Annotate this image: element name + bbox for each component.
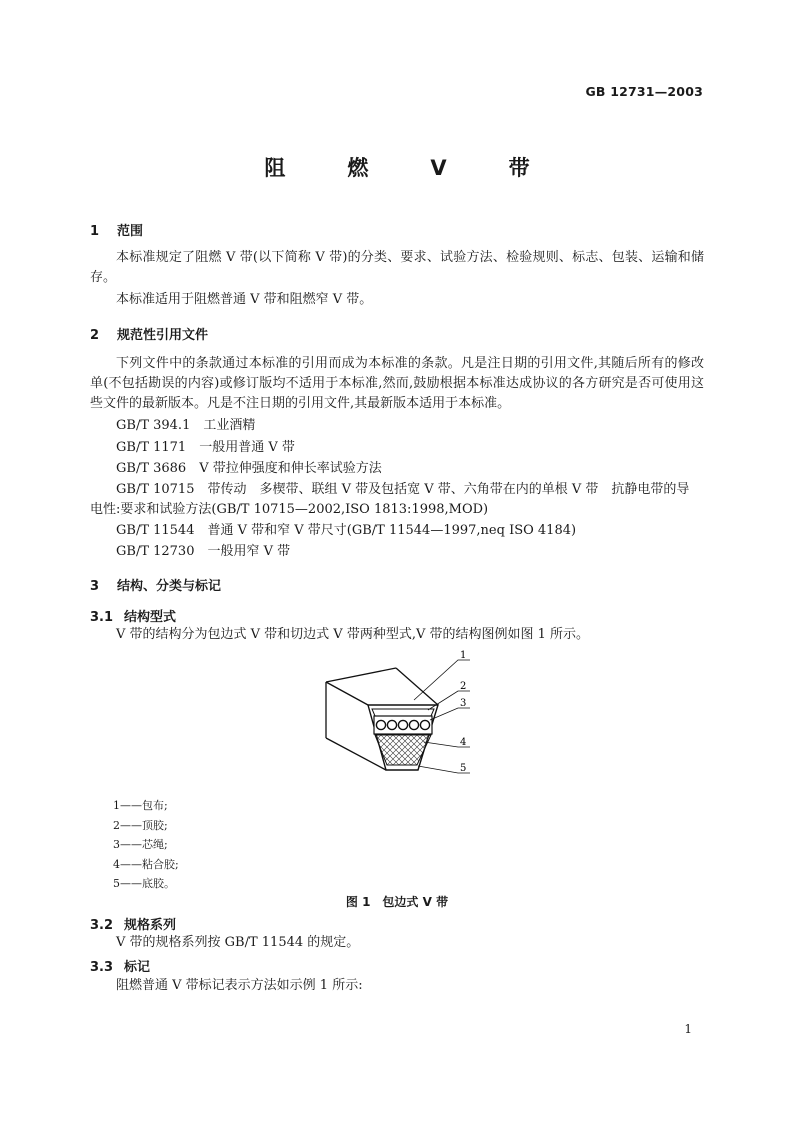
callout-number: 5 bbox=[460, 763, 467, 774]
section-3-2-heading bbox=[90, 914, 176, 933]
reference-item: GB/T 12730 一般用窄 V 带 bbox=[116, 544, 291, 559]
section-1-heading bbox=[90, 220, 143, 239]
section-3-heading bbox=[90, 575, 221, 594]
v-belt-cross-section-figure bbox=[318, 648, 478, 778]
section-3-1-text: V 带的结构分为包边式 V 带和切边式 V 带两种型式,V 带的结构图例如图 1 所示。 bbox=[116, 627, 590, 642]
title-char: 带 bbox=[508, 156, 530, 180]
section-number: 2 bbox=[90, 328, 100, 343]
callout-number: 1 bbox=[460, 650, 467, 661]
reference-item: GB/T 10715 带传动 多楔带、联组 V 带及包括宽 V 带、六角带在内的单根 V 带 抗静电带的导 bbox=[116, 482, 690, 497]
section-number: 3.2 bbox=[90, 918, 114, 933]
section-3-2-text: V 带的规格系列按 GB/T 11544 的规定。 bbox=[116, 935, 360, 950]
standard-code: GB 12731—2003 bbox=[585, 84, 703, 99]
section-title: 范围 bbox=[117, 224, 144, 239]
callout-number: 2 bbox=[460, 681, 467, 692]
section-number: 1 bbox=[90, 224, 100, 239]
section-title: 标记 bbox=[124, 960, 151, 975]
section-title: 结构、分类与标记 bbox=[117, 579, 222, 594]
cord-circles bbox=[376, 720, 429, 729]
section-2-heading bbox=[90, 324, 208, 343]
section-number: 3.1 bbox=[90, 610, 114, 625]
section-2-intro: 下列文件中的条款通过本标准的引用而成为本标准的条款。凡是注日期的引用文件,其随后所有的修改单(不包括勘误的内容)或修订版均不适用于本标准,然而,鼓励根据本标准达成协议的各方研究是否可使用这些文件的最新版本。凡是不注日期的引用文件,其最新版本适用于本标准。 bbox=[90, 356, 704, 411]
section-title: 规格系列 bbox=[124, 918, 177, 933]
page-number: 1 bbox=[684, 1022, 692, 1036]
legend-item: 3——芯绳; bbox=[113, 838, 168, 851]
callout-numbers bbox=[460, 650, 466, 774]
legend-item: 1——包布; bbox=[113, 799, 168, 812]
legend-item: 4——粘合胶; bbox=[113, 857, 179, 871]
section-number: 3 bbox=[90, 579, 100, 594]
reference-item: GB/T 3686 V 带拉伸强度和伸长率试验方法 bbox=[116, 461, 382, 476]
title-char: 燃 bbox=[347, 156, 369, 180]
reference-item: GB/T 1171 一般用普通 V 带 bbox=[116, 440, 295, 455]
section-3-1-heading bbox=[90, 606, 176, 625]
section-number: 3.3 bbox=[90, 960, 114, 975]
reference-item: GB/T 11544 普通 V 带和窄 V 带尺寸(GB/T 11544—1997,neq ISO 4184) bbox=[116, 523, 577, 538]
figure-legend bbox=[113, 796, 179, 894]
reference-item: GB/T 394.1 工业酒精 bbox=[116, 418, 256, 433]
figure-caption: 图 1 包边式 V 带 bbox=[345, 895, 449, 909]
title-char: V bbox=[430, 156, 447, 180]
section-1-paragraph-2: 本标准适用于阻燃普通 V 带和阻燃窄 V 带。 bbox=[116, 292, 373, 307]
callout-number: 4 bbox=[460, 737, 467, 748]
section-3-3-heading bbox=[90, 956, 150, 975]
legend-item: 2——顶胶; bbox=[113, 818, 168, 832]
callout-number: 3 bbox=[460, 698, 467, 709]
section-title: 规范性引用文件 bbox=[117, 328, 209, 343]
legend-item: 5——底胶。 bbox=[113, 877, 175, 890]
top-rubber-layer bbox=[372, 709, 434, 716]
section-title: 结构型式 bbox=[124, 610, 177, 625]
section-1-paragraph-1: 本标准规定了阻燃 V 带(以下简称 V 带)的分类、要求、试验方法、检验规则、标志、包装、运输和储存。 bbox=[90, 250, 704, 285]
reference-item-continued: 电性:要求和试验方法(GB/T 10715—2002,ISO 1813:1998,MOD) bbox=[90, 502, 489, 517]
section-3-3-text: 阻燃普通 V 带标记表示方法如示例 1 所示: bbox=[116, 978, 363, 993]
title-char: 阻 bbox=[264, 156, 286, 180]
document-title bbox=[0, 152, 794, 182]
